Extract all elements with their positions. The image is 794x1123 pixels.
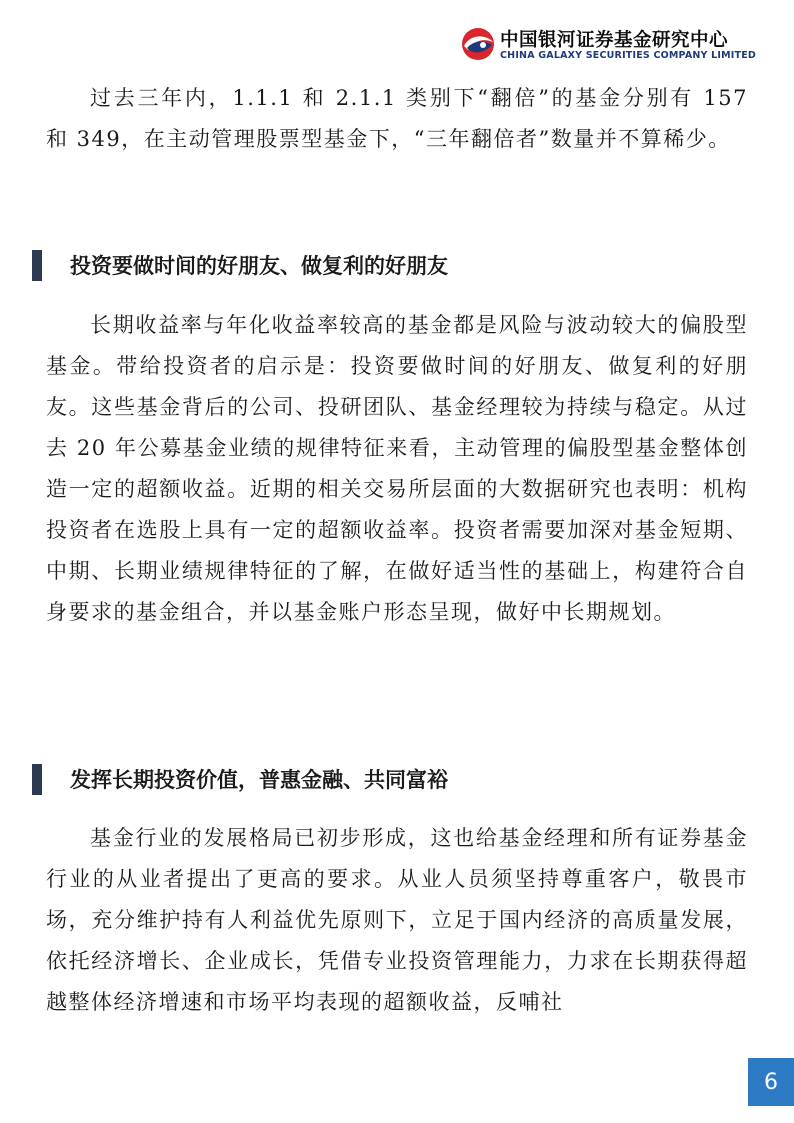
org-name-en: CHINA GALAXY SECURITIES COMPANY LIMITED	[500, 50, 756, 61]
page-number: 6	[748, 1058, 794, 1106]
galaxy-swirl-logo-icon	[460, 26, 496, 62]
section-heading-2-text: 发挥长期投资价值，普惠金融、共同富裕	[70, 768, 448, 792]
paragraph-3: 基金行业的发展格局已初步形成，这也给基金经理和所有证券基金行业的从业者提出了更高的要求。从业人员须坚持尊重客户，敬畏市场，充分维护持有人利益优先原则下，立足于国内经济的高质量发展，依托经济增长、企业成长，凭借专业投资管理能力，力求在长期获得超越整体经济增速和市场平均表现的超额收益，反哺社	[46, 826, 748, 1014]
heading-bar	[32, 764, 42, 795]
paragraph-2: 长期收益率与年化收益率较高的基金都是风险与波动较大的偏股型基金。带给投资者的启示是：投资要做时间的好朋友、做复利的好朋友。这些基金背后的公司、投研团队、基金经理较为持续与稳定。从过去 20 年公募基金业绩的规律特征来看，主动管理的偏股型基金整体创造一定的超额收益。近期的相关交易所层面的大数据研究也表明：机构投资者在选股上具有一定的超额收益率。投资者需要加深对基金短期、中期、长期业绩规律特征的了解，在做好适当性的基础上，构建符合自身要求的基金组合，并以基金账户形态呈现，做好中长期规划。	[46, 313, 748, 624]
paragraph-1: 过去三年内，1.1.1 和 2.1.1 类别下“翻倍”的基金分别有 157 和 349，在主动管理股票型基金下，“三年翻倍者”数量并不算稀少。	[46, 86, 748, 151]
document-header	[460, 24, 770, 64]
section-heading-1-text: 投资要做时间的好朋友、做复利的好朋友	[70, 254, 448, 278]
org-name-cn: 中国银河证券基金研究中心	[500, 30, 729, 51]
heading-bar	[32, 250, 42, 281]
